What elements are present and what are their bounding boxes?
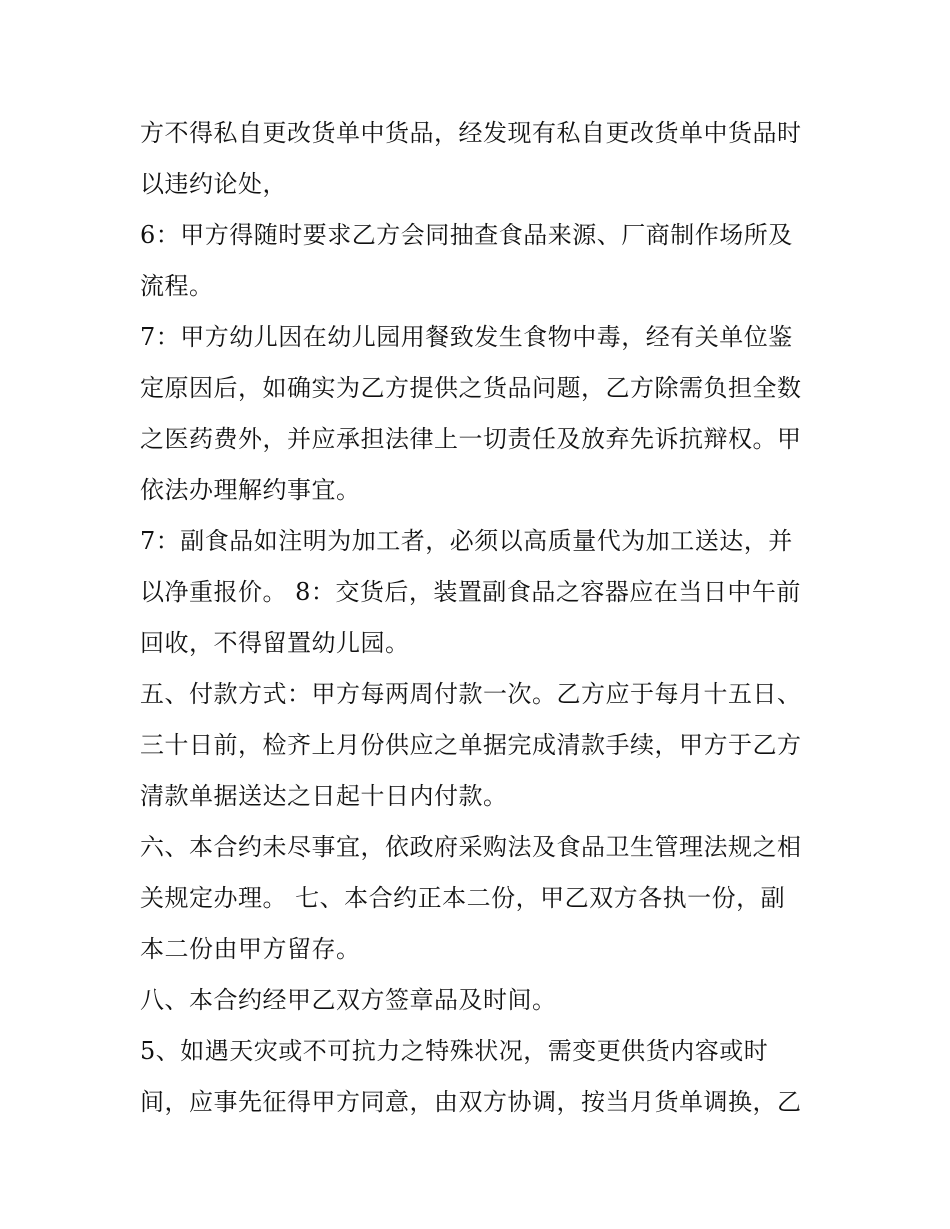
text-line: 关规定办理。 七、本合约正本二份，甲乙双方各执一份，副 [140, 884, 786, 912]
text-line: 以违约论处， [140, 170, 287, 198]
text-line: 之医药费外，并应承担法律上一切责任及放弃先诉抗辩权。甲 [140, 425, 802, 453]
text-line: 间，应事先征得甲方同意，由双方协调，按当月货单调换，乙 [140, 1088, 802, 1116]
text-line: 流程。 [140, 272, 214, 300]
text-line: 六、本合约未尽事宜，依政府采购法及食品卫生管理法规之相 [140, 833, 802, 861]
text-line: 定原因后，如确实为乙方提供之货品问题，乙方除需负担全数 [140, 374, 802, 402]
text-line: 八、本合约经甲乙双方签章品及时间。 [140, 986, 557, 1014]
text-line: 以净重报价。 8：交货后，装置副食品之容器应在当日中午前 [140, 578, 801, 606]
text-line: 5、如遇天灾或不可抗力之特殊状况，需变更供货内容或时 [140, 1037, 769, 1065]
document-body [140, 108, 820, 1128]
text-line: 清款单据送达之日起十日内付款。 [140, 782, 508, 810]
text-line: 6：甲方得随时要求乙方会同抽查食品来源、厂商制作场所及 [140, 221, 793, 249]
text-line: 依法办理解约事宜。 [140, 476, 361, 504]
text-line: 7：甲方幼儿因在幼儿园用餐致发生食物中毒，经有关单位鉴 [140, 323, 793, 351]
text-line: 五、付款方式：甲方每两周付款一次。乙方应于每月十五日、 [140, 680, 802, 708]
text-line: 本二份由甲方留存。 [140, 935, 361, 963]
text-line: 三十日前，检齐上月份供应之单据完成清款手续，甲方于乙方 [140, 731, 802, 759]
text-line: 7：副食品如注明为加工者，必须以高质量代为加工送达，并 [140, 527, 793, 555]
text-line: 方不得私自更改货单中货品，经发现有私自更改货单中货品时 [140, 119, 802, 147]
text-line: 回收，不得留置幼儿园。 [140, 629, 410, 657]
